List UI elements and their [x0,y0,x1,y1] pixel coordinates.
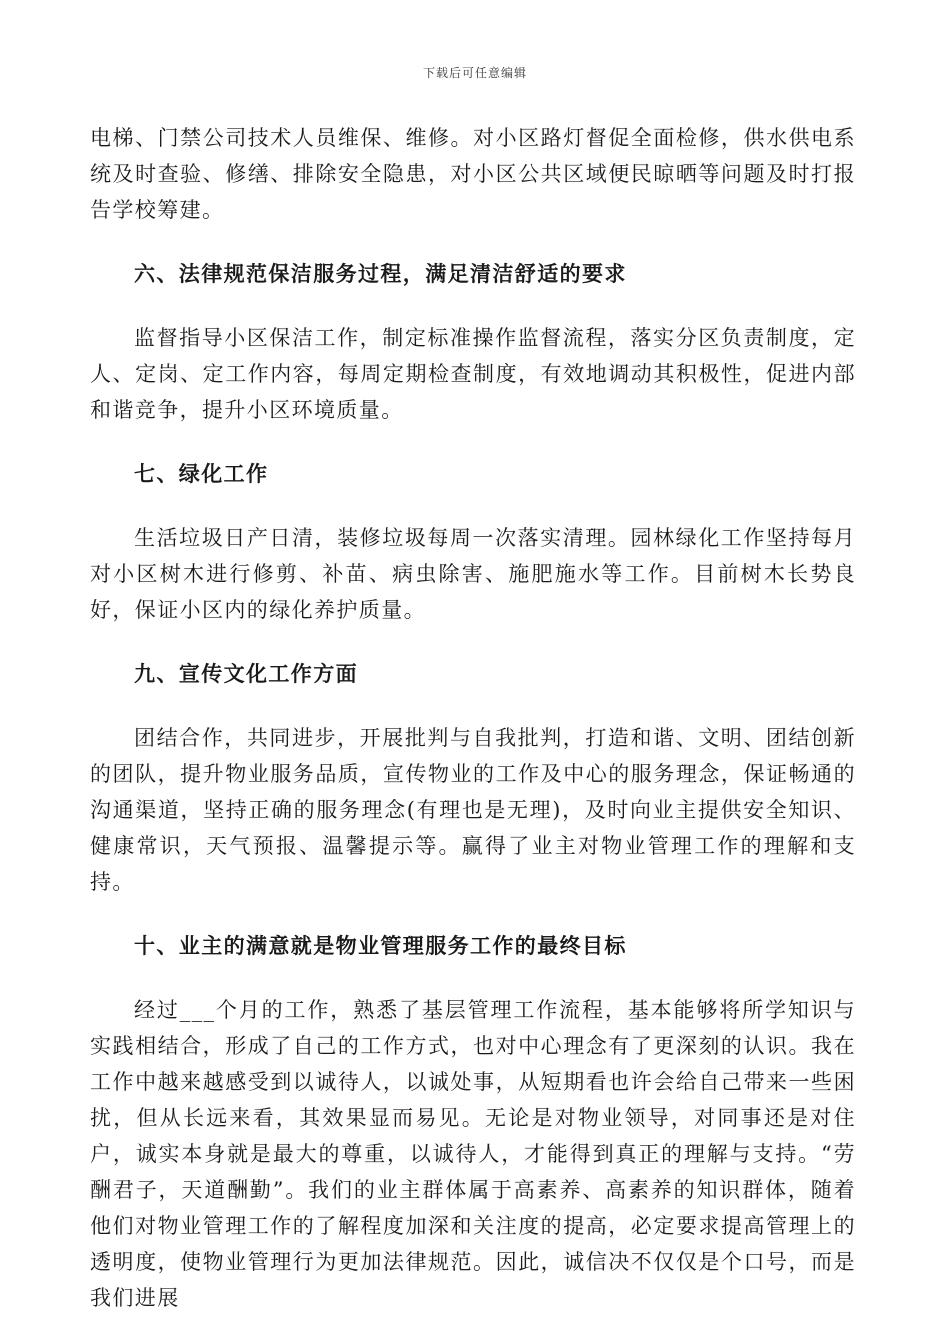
section-heading-10: 十、业主的满意就是物业管理服务工作的最终目标 [134,933,627,958]
section-heading-6: 六、法律规范保洁服务过程，满足清洁舒适的要求 [134,261,627,286]
section-heading-7: 七、绿化工作 [134,461,269,486]
page-header-note: 下载后可任意编辑 [422,66,527,80]
document-body [90,120,856,1316]
paragraph-greening: 生活垃圾日产日清，装修垃圾每周一次落实清理。园林绿化工作坚持每月对小区树木进行修剪、补苗、病虫除害、施肥施水等工作。目前树木长势良好，保证小区内的绿化养护质量。 [90,526,856,622]
paragraph-continued: 电梯、门禁公司技术人员维保、维修。对小区路灯督促全面检修，供水供电系统及时查验、修缮、排除安全隐患，对小区公共区域便民晾晒等问题及时打报告学校筹建。 [90,126,856,222]
paragraph-publicity: 团结合作，共同进步，开展批判与自我批判，打造和谐、文明、团结创新的团队，提升物业服务品质，宣传物业的工作及中心的服务理念，保证畅通的沟通渠道，坚持正确的服务理念(有理也是无理)，及时向业主提供安全知识、健康常识，天气预报、温馨提示等。赢得了业主对物业管理工作的理解和支持。 [90,726,856,894]
paragraph-cleaning: 监督指导小区保洁工作，制定标准操作监督流程，落实分区负责制度，定人、定岗、定工作内容，每周定期检查制度，有效地调动其积极性，促进内部和谐竞争，提升小区环境质量。 [90,326,856,422]
section-heading-9: 九、宣传文化工作方面 [134,661,358,686]
paragraph-satisfaction: 经过___个月的工作，熟悉了基层管理工作流程，基本能够将所学知识与实践相结合，形成了自己的工作方式，也对中心理念有了更深刻的认识。我在工作中越来越感受到以诚待人，以诚处事，从短期看也许会给自己带来一些困扰，但从长远来看，其效果显而易见。无论是对物业领导，对同事还是对住户，诚实本身就是最大的尊重，以诚待人，才能得到真正的理解与支持。“劳酬君子，天道酬勤”。我们的业主群体属于高素养、高素养的知识群体，随着他们对物业管理工作的了解程度加深和关注度的提高，必定要求提高管理上的透明度，使物业管理行为更加法律规范。因此，诚信决不仅仅是个口号，而是我们进展 [90,998,856,1310]
